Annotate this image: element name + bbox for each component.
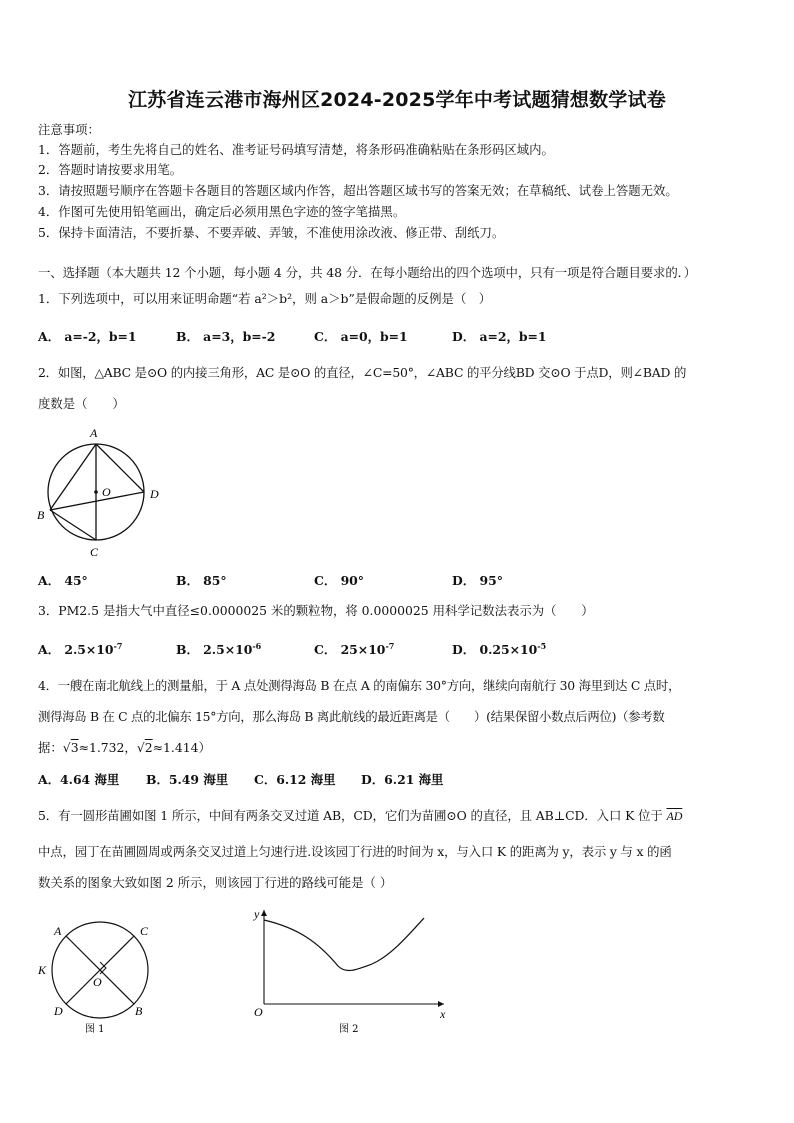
notice-item: 2．答题时请按要求用笔。 [38,162,183,177]
question-1-stem: 1．下列选项中，可以用来证明命题“若 a²＞b²，则 a＞b”是假命题的反例是（ ） [38,291,492,306]
segment-bc [50,510,96,540]
q3-option-a: A． $2.5\times 10^{-7}$ [38,640,123,657]
sqrt-3: √3 [62,740,79,755]
q3-option-c: C． $25\times 10^{-7}$ [314,640,395,657]
q1-option-d: D． a=2，b=1 [452,329,547,344]
question-5-line3: 数关系的图象大致如图 2 所示，则该园丁行进的路线可能是（ ） [38,875,393,890]
label-b: B [135,1004,143,1018]
question-2-stem-cont: 度数是（ ） [38,396,125,411]
q1-option-a: A． a=-2，b=1 [38,329,137,344]
notice-heading: 注意事项： [38,122,100,137]
center-point [94,490,98,494]
question-4-line2: 测得海岛 B 在 C 点的北偏东 15°方向，那么海岛 B 离此航线的最近距离是（ ）(结果保留小数点后两位)（参考数 [38,709,665,724]
segment-ab [50,444,96,510]
sqrt-2: √2 [136,740,153,755]
q2-circle-figure [30,420,180,565]
q4-option-a: A．4.64 海里 [38,772,120,787]
label-o: O [102,485,111,499]
label-a: A [90,426,98,440]
q2-option-c: C． 90° [314,573,365,588]
q5-figure-1 [34,918,164,1038]
label-b: B [37,508,45,522]
question-5-line1: 5．有一圆形苗圃如图 1 所示，中间有两条交叉过道 AB，CD，它们为苗圃⊙O 的直径，且 AB⊥CD．入口 K 位于 $\overline{AD}$ [38,808,683,823]
question-4-line1: 4．一艘在南北航线上的测量船，于 A 点处测得海岛 B 在点 A 的南偏东 30°方向，继续向南航行 30 海里到达 C 点时， [38,678,681,693]
y-axis-arrow [261,910,267,916]
label-d: D [54,1004,63,1018]
label-k: K [38,963,47,977]
question-3-stem: 3．PM2.5 是指大气中直径≤0.0000025 米的颗粒物，将 0.0000025 用科学记数法表示为（ ） [38,603,594,618]
label-c: C [140,924,149,938]
section-heading: 一、选择题（本大题共 12 个小题，每小题 4 分，共 48 分．在每小题给出的四个选项中，只有一项是符合题目要求的．） [38,265,696,280]
question-2-stem: 2．如图，△ABC 是⊙O 的内接三角形，AC 是⊙O 的直径，∠C=50°，∠ABC 的平分线BD 交⊙O 于点D，则∠BAD 的 [38,365,687,380]
label-y: y [254,907,260,921]
label-origin: O [254,1005,263,1019]
q2-option-b: B． 85° [176,573,227,588]
question-5-line2: 中点，园丁在苗圃圆周或两条交叉过道上匀速行进.设该园丁行进的时间为 x，与入口 K 的距离为 y，表示 y 与 x 的函 [38,844,672,859]
notice-item: 1．答题前，考生先将自己的姓名、准考证号码填写清楚，将条形码准确粘贴在条形码区域内。 [38,142,554,157]
q4-option-c: C．6.12 海里 [254,772,336,787]
q1-option-c: C． a=0，b=1 [314,329,408,344]
q2-option-d: D． 95° [452,573,503,588]
label-x: x [440,1007,446,1021]
label-o: O [93,975,102,989]
arc-ad: $\overline{AD}$ [666,809,683,823]
label-d: D [150,487,159,501]
q3-option-b: B． $2.5\times 10^{-6}$ [176,640,262,657]
segment-bd [50,492,144,510]
notice-item: 5．保持卡面清洁，不要折暴、不要弄破、弄皱，不准使用涂改液、修正带、刮纸刀。 [38,225,505,240]
q4-option-d: D．6.21 海里 [361,772,444,787]
q3-option-d: D． $0.25\times 10^{-5}$ [452,640,547,657]
q1-option-b: B． a=3，b=-2 [176,329,276,344]
label-c: C [90,545,99,559]
figure-1-caption: 图 1 [85,1024,105,1035]
notice-item: 4．作图可先使用铅笔画出，确定后必须用黑色字迹的签字笔描黑。 [38,204,406,219]
q5-figure-2 [248,904,448,1040]
question-4-line3: 据：√3≈1.732，√2≈1.414） [38,740,211,755]
page-title: 江苏省连云港市海州区2024-2025学年中考试题猜想数学试卷 [128,89,666,111]
distance-curve [264,918,424,970]
notice-item: 3．请按照题号顺序在答题卡各题目的答题区域内作答，超出答题区域书写的答案无效；在草稿纸、试卷上答题无效。 [38,183,678,198]
label-a: A [54,924,62,938]
q2-option-a: A． 45° [38,573,88,588]
figure-2-caption: 图 2 [339,1024,359,1035]
q4-option-b: B．5.49 海里 [146,772,229,787]
